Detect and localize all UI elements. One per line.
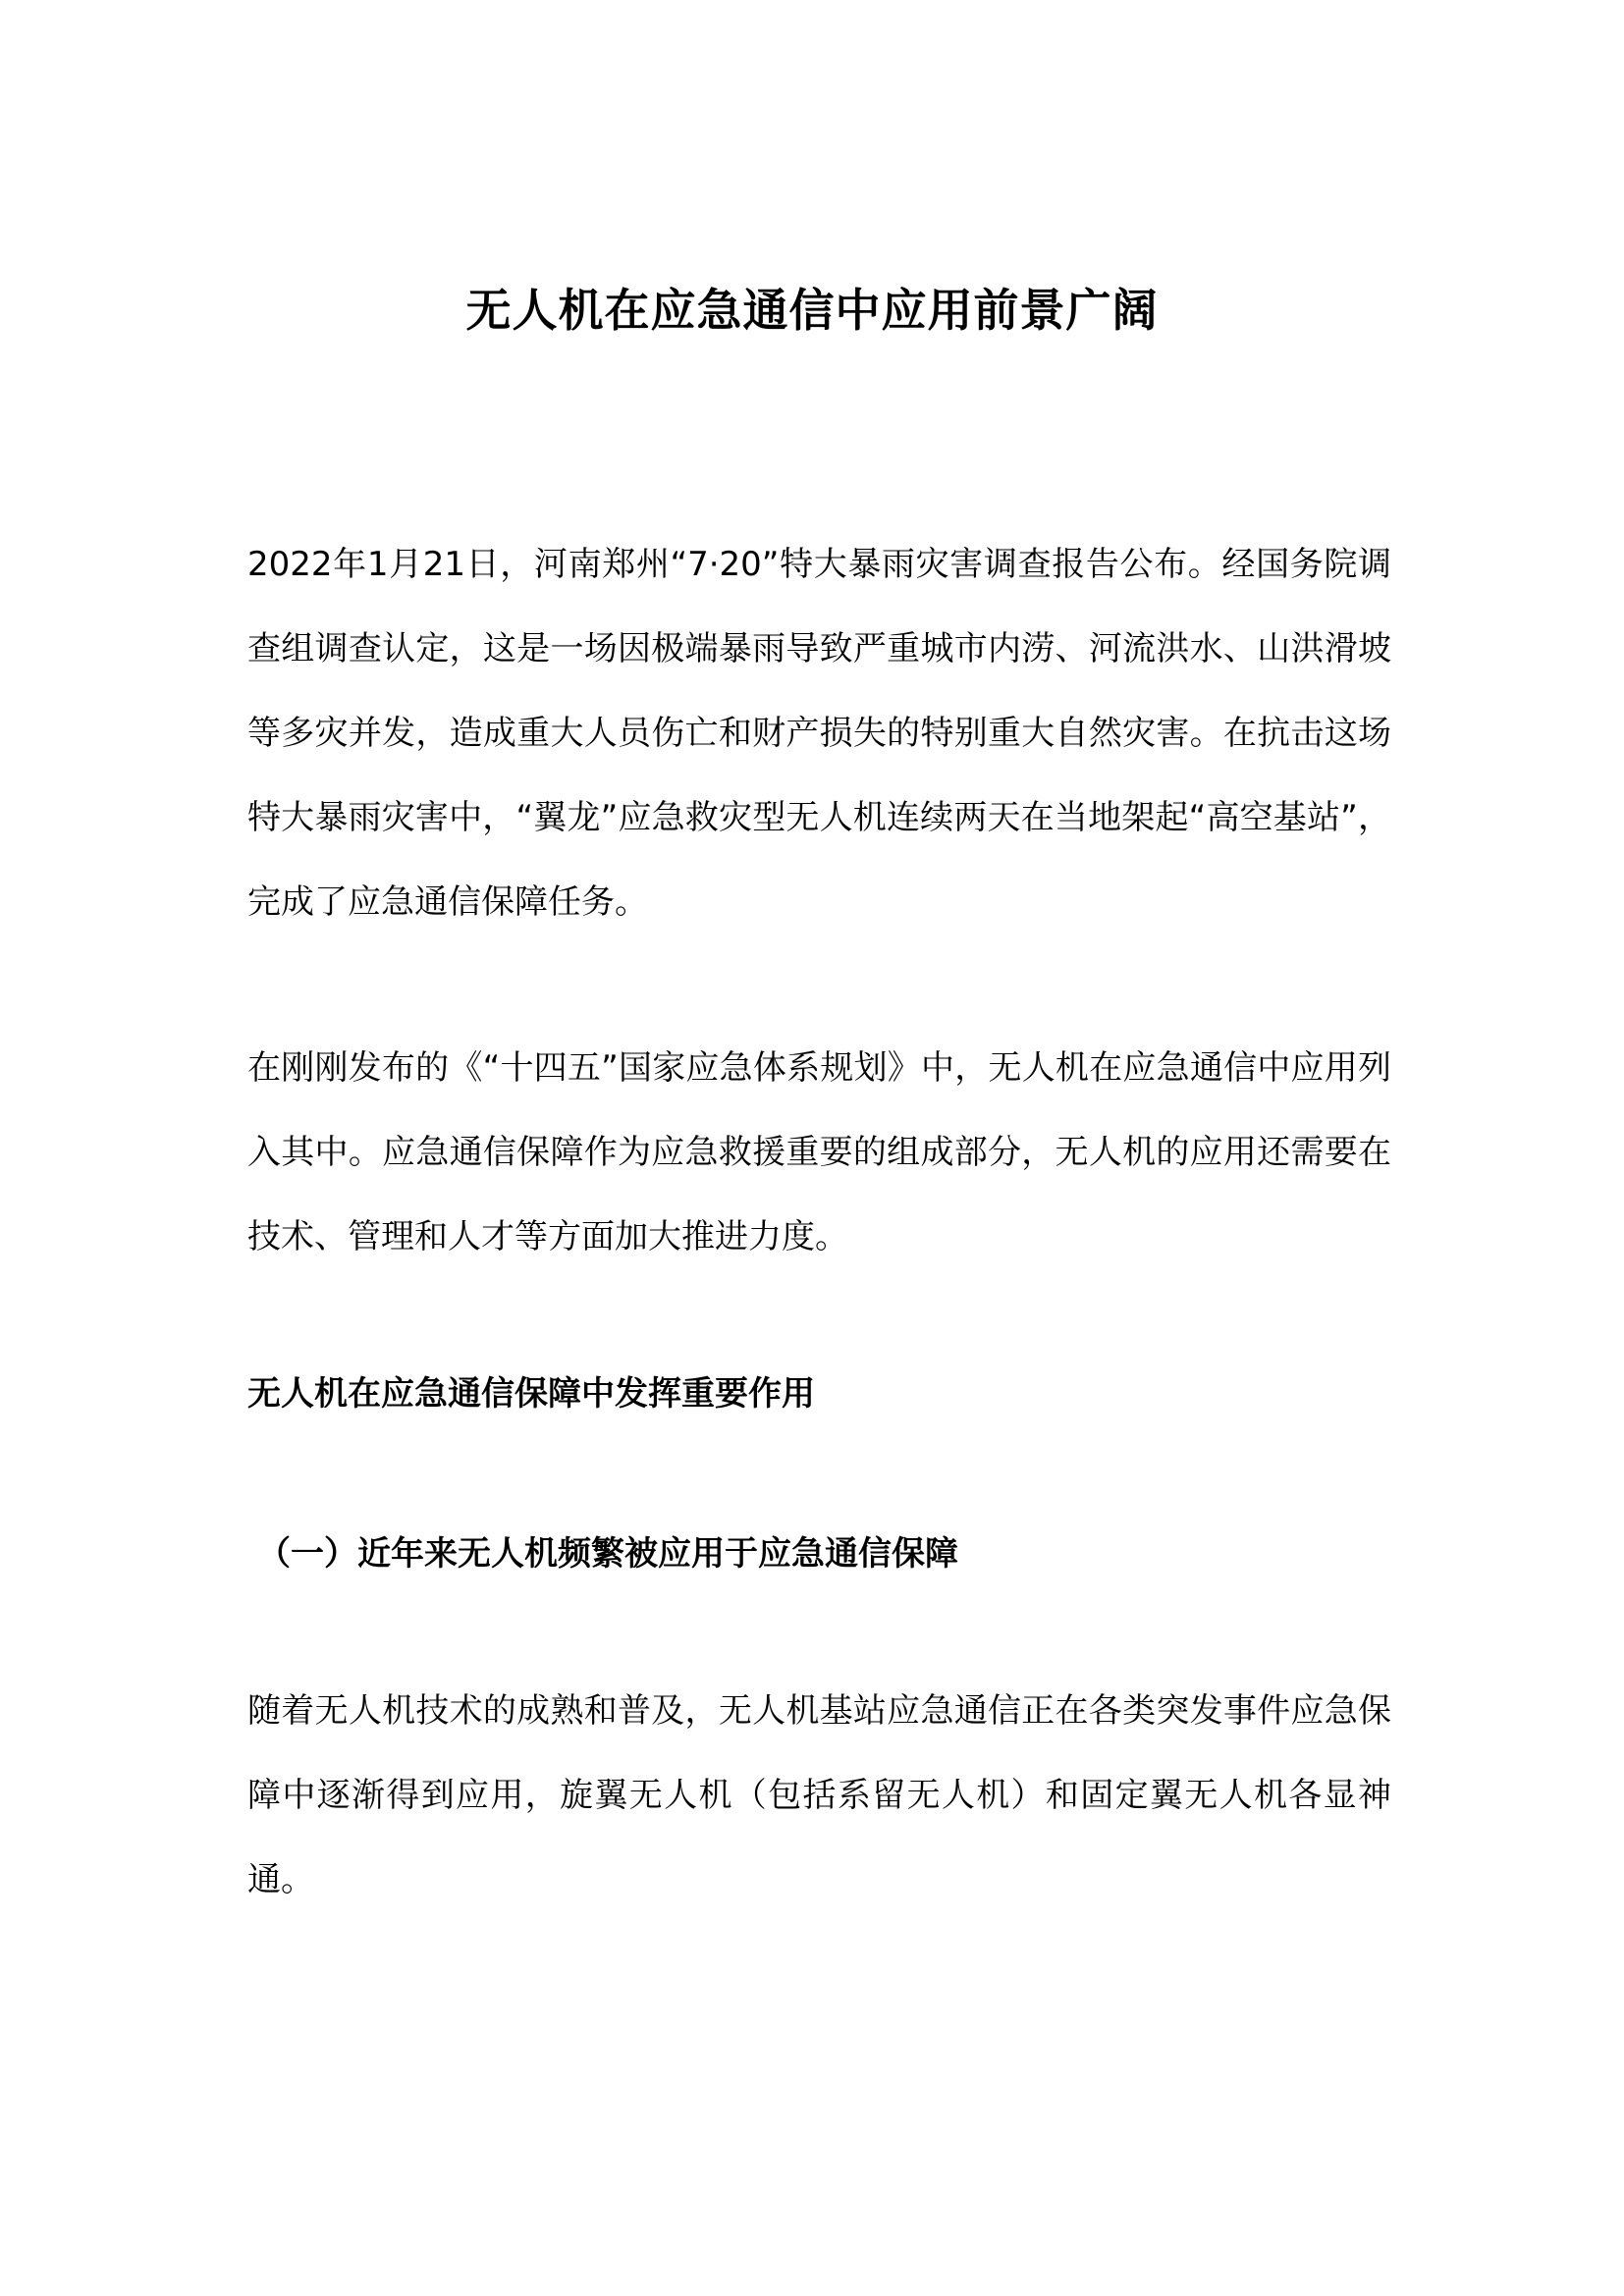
subsection-heading: （一）近年来无人机频繁被应用于应急通信保障	[257, 1534, 958, 1574]
paragraph-intro: 2022年1月21日，河南郑州“7·20”特大暴雨灾害调查报告公布。经国务院调查组调查认定，这是一场因极端暴雨导致严重城市内涝、河流洪水、山洪滑坡等多灾并发，造成重大人员伤亡和财产损失的特别重大自然灾害。在抗击这场特大暴雨灾害中，“翼龙”应急救灾型无人机连续两天在当地架起“高空基站”，完成了应急通信保障任务。	[247, 545, 1391, 922]
document-title: 无人机在应急通信中应用前景广阔	[465, 284, 1159, 337]
section-heading: 无人机在应急通信保障中发挥重要作用	[247, 1374, 815, 1414]
paragraph-plan: 在刚刚发布的《“十四五”国家应急体系规划》中，无人机在应急通信中应用列入其中。应急通信保障作为应急救援重要的组成部分，无人机的应用还需要在技术、管理和人才等方面加大推进力度。	[247, 1048, 1391, 1256]
paragraph-application: 随着无人机技术的成熟和普及，无人机基站应急通信正在各类突发事件应急保障中逐渐得到应用，旋翼无人机（包括系留无人机）和固定翼无人机各显神通。	[247, 1691, 1391, 1899]
